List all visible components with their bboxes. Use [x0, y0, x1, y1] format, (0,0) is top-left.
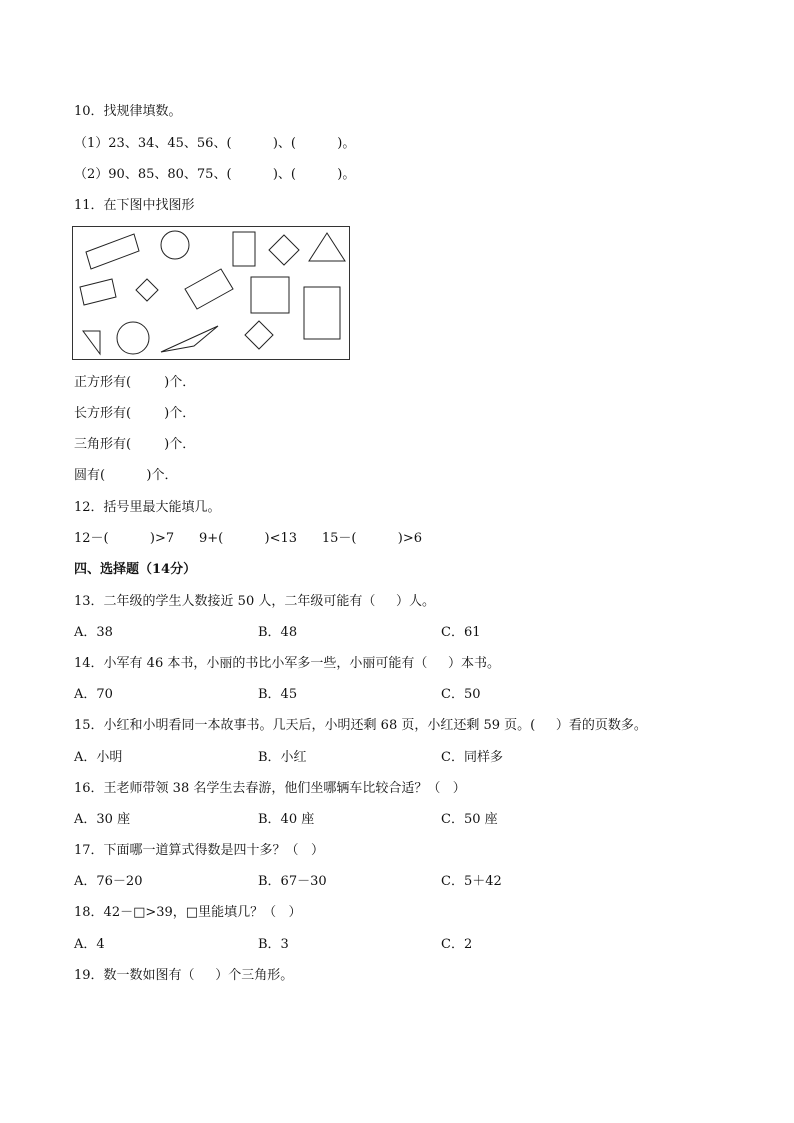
q12-expressions: 12－( )>7 9+( )<13 15－( )>6 — [74, 531, 422, 546]
q17-option-b: B．67－30 — [258, 874, 327, 889]
rectangle-shape — [233, 232, 255, 266]
q16-option-c: C．50 座 — [441, 812, 498, 827]
q11-stem: 11．在下图中找图形 — [74, 198, 195, 213]
q11-square-count: 正方形有( )个． — [74, 375, 196, 390]
small-tilted-rectangle-shape — [80, 279, 116, 305]
q14-stem: 14．小军有 46 本书，小丽的书比小军多一些，小丽可能有（ ）本书。 — [74, 656, 501, 671]
q15-option-a: A．小明 — [74, 750, 123, 765]
q17-option-c: C．5＋42 — [441, 874, 502, 889]
right-triangle-shape — [83, 331, 100, 354]
q17-option-a: A．76－20 — [74, 874, 143, 889]
q15-option-c: C．同样多 — [441, 750, 503, 765]
diamond-square-shape — [269, 235, 299, 265]
triangle-shape — [309, 233, 345, 261]
q18-option-a: A．4 — [74, 937, 105, 952]
q12-stem: 12．括号里最大能填几。 — [74, 500, 221, 515]
q14-option-b: B．45 — [258, 687, 298, 702]
q14-option-a: A．70 — [74, 687, 113, 702]
small-diamond-shape — [136, 279, 158, 301]
q13-stem: 13．二年级的学生人数接近 50 人，二年级可能有（ ）人。 — [74, 594, 436, 609]
q15-option-b: B．小红 — [258, 750, 307, 765]
q17-stem: 17．下面哪一道算式得数是四十多？（ ） — [74, 843, 324, 858]
q16-stem: 16．王老师带领 38 名学生去春游，他们坐哪辆车比较合适？（ ） — [74, 781, 466, 796]
q16-option-b: B．40 座 — [258, 812, 315, 827]
circle-shape — [161, 231, 189, 259]
q10-stem: 10．找规律填数。 — [74, 104, 182, 119]
q14-option-c: C．50 — [441, 687, 481, 702]
q16-option-a: A．30 座 — [74, 812, 131, 827]
q11-triangle-count: 三角形有( )个． — [74, 437, 196, 452]
q11-circle-count: 圆有( )个． — [74, 468, 178, 483]
q10-sub2: （2）90、85、80、75、( )、( )。 — [74, 167, 356, 182]
section4-heading: 四、选择题（14分） — [74, 562, 197, 577]
tilted-rectangle-shape — [86, 234, 139, 269]
circle-shape-2 — [117, 322, 149, 354]
q10-sub1: （1）23、34、45、56、( )、( )。 — [74, 136, 356, 151]
q19-stem: 19．数一数如图有（ ）个三角形。 — [74, 968, 294, 983]
q13-option-a: A．38 — [74, 625, 113, 640]
q13-option-c: C．61 — [441, 625, 481, 640]
tall-rectangle-shape — [304, 287, 340, 339]
square-shape — [251, 277, 289, 313]
q11-rectangle-count: 长方形有( )个． — [74, 406, 196, 421]
shapes-figure — [72, 226, 350, 360]
long-triangle-shape — [161, 326, 218, 352]
q18-option-b: B．3 — [258, 937, 289, 952]
q13-option-b: B．48 — [258, 625, 298, 640]
q18-stem: 18．42－□>39，□里能填几？（ ） — [74, 905, 302, 920]
tilted-rectangle-shape-2 — [185, 269, 233, 309]
shapes-drawing — [73, 227, 351, 361]
diamond-square-shape-2 — [245, 321, 273, 349]
q15-stem: 15．小红和小明看同一本故事书。几天后，小明还剩 68 页，小红还剩 59 页。( ）看的页数多。 — [74, 718, 647, 733]
q18-option-c: C．2 — [441, 937, 473, 952]
